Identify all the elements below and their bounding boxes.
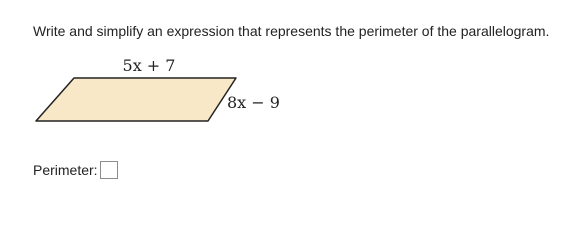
right-side-label: 8x − 9 — [227, 93, 280, 112]
top-side-label: 5x + 7 — [122, 56, 176, 75]
question-text: Write and simplify an expression that represents the perimeter of the parallelogram. — [33, 23, 550, 39]
perimeter-input[interactable] — [100, 161, 118, 179]
parallelogram-shape — [36, 78, 236, 121]
perimeter-answer-row — [33, 161, 118, 179]
perimeter-label: Perimeter: — [33, 162, 98, 178]
